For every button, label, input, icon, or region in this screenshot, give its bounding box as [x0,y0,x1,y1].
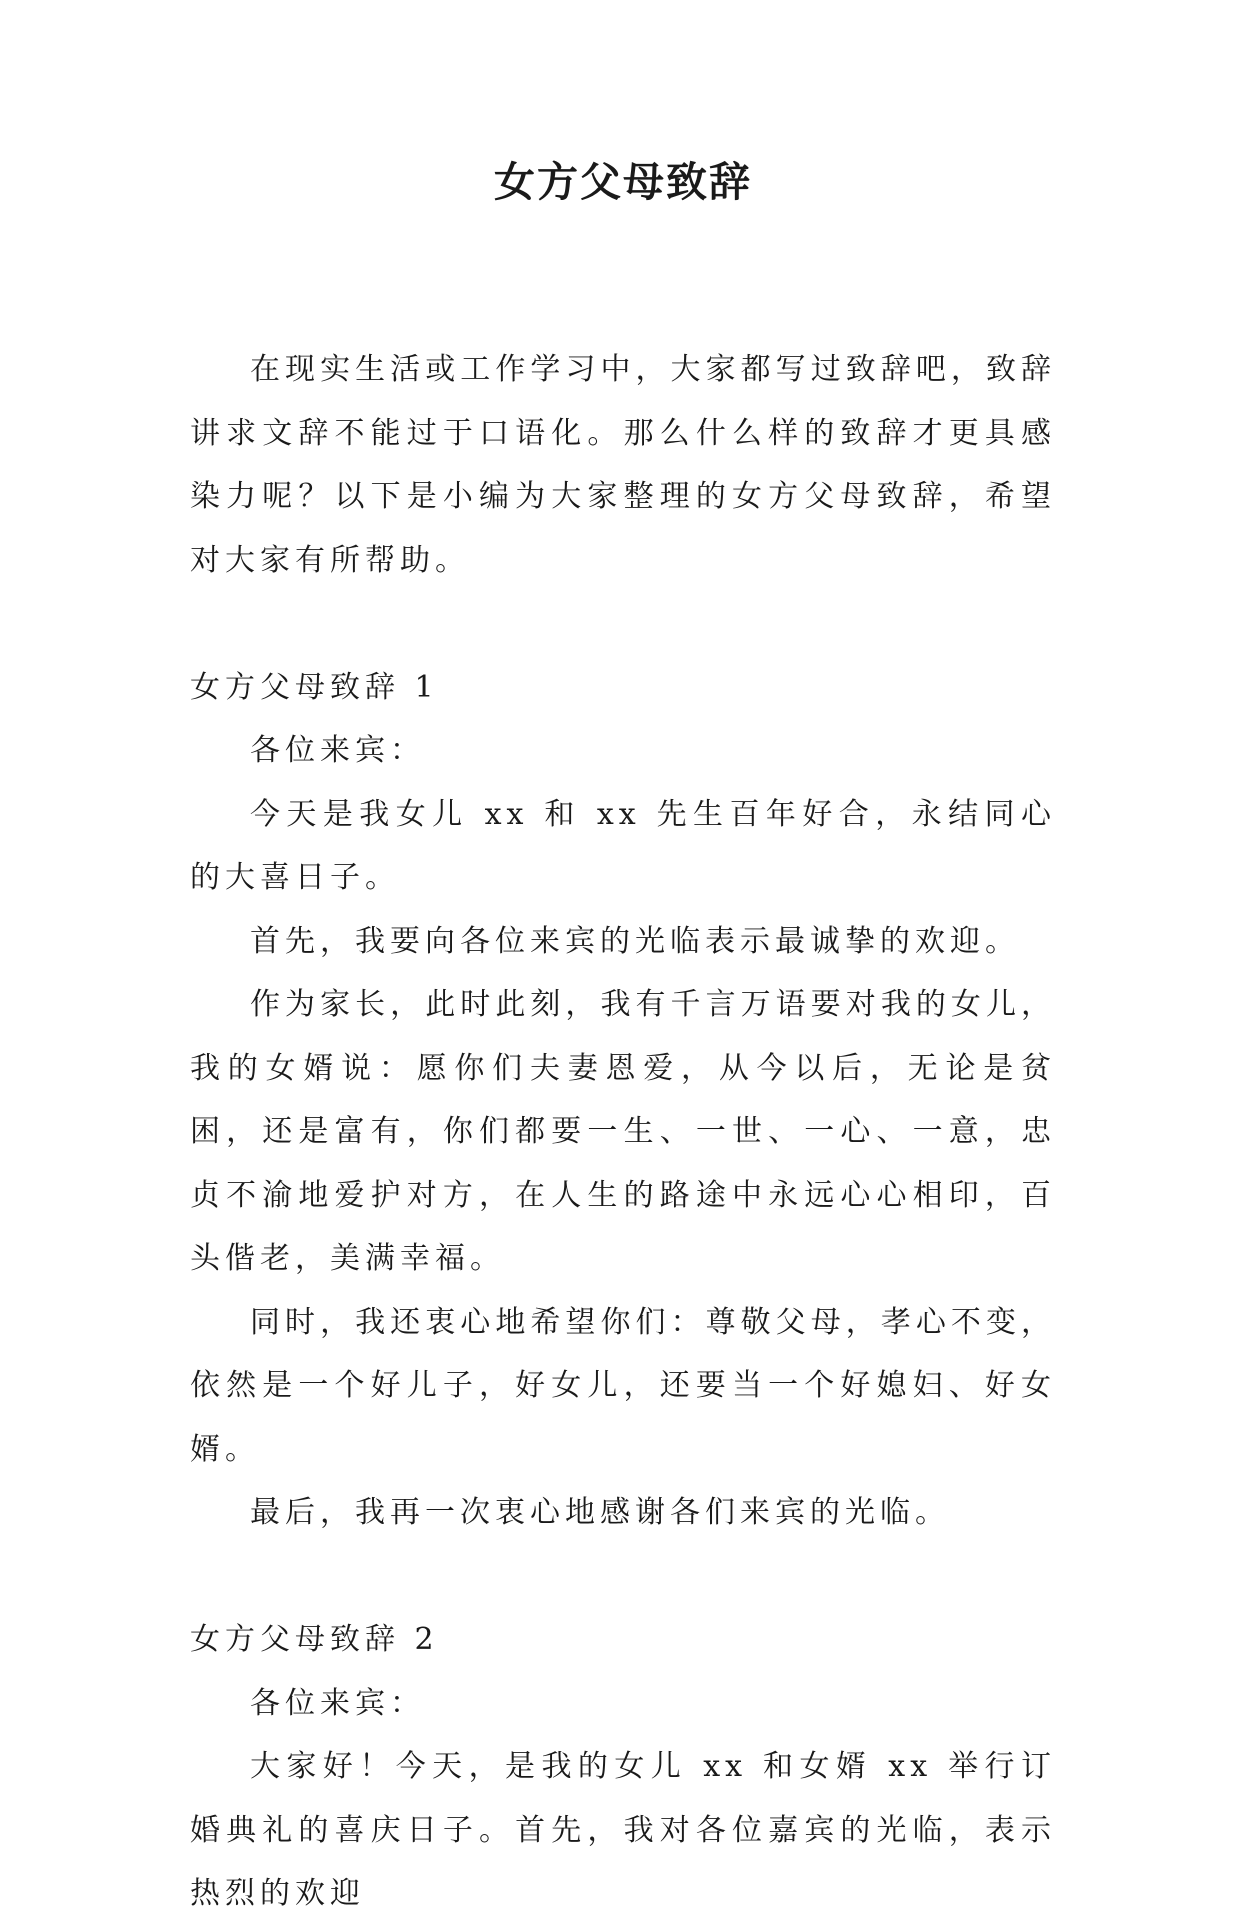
section-1-paragraph: 作为家长，此时此刻，我有千言万语要对我的女儿，我的女婿说：愿你们夫妻恩爱，从今以后，无论是贫困，还是富有，你们都要一生、一世、一心、一意，忠贞不渝地爱护对方，在人生的路途中永远心心相印，百头偕老，美满幸福。 [190,987,1056,1276]
section-2-paragraph: 大家好！今天，是我的女儿 xx 和女婿 xx 举行订婚典礼的喜庆日子。首先，我对各位嘉宾的光临，表示热烈的欢迎 [190,1749,1056,1911]
section-1-paragraph: 同时，我还衷心地希望你们：尊敬父母，孝心不变，依然是一个好儿子，好女儿，还要当一个好媳妇、好女婿。 [190,1304,1056,1467]
section-1-paragraph: 最后，我再一次衷心地感谢各们来宾的光临。 [250,1495,950,1530]
section-1-salutation: 各位来宾： [250,733,425,768]
section-2-salutation: 各位来宾： [250,1685,425,1721]
section-1-heading: 女方父母致辞 1 [190,669,439,705]
section-2-heading: 女方父母致辞 2 [190,1622,439,1657]
section-spacer [190,1545,1056,1609]
section-spacer [190,592,1056,656]
document-body [190,338,1056,1926]
intro-paragraph: 在现实生活或工作学习中，大家都写过致辞吧，致辞讲求文辞不能过于口语化。那么什么样的致辞才更具感染力呢？以下是小编为大家整理的女方父母致辞，希望对大家有所帮助。 [190,352,1056,578]
document-content [190,150,1056,1926]
section-1-paragraph: 首先，我要向各位来宾的光临表示最诚挚的欢迎。 [250,923,1020,959]
document-title: 女方父母致辞 [494,158,752,206]
section-1-paragraph: 今天是我女儿 xx 和 xx 先生百年好合，永结同心的大喜日子。 [190,796,1056,895]
